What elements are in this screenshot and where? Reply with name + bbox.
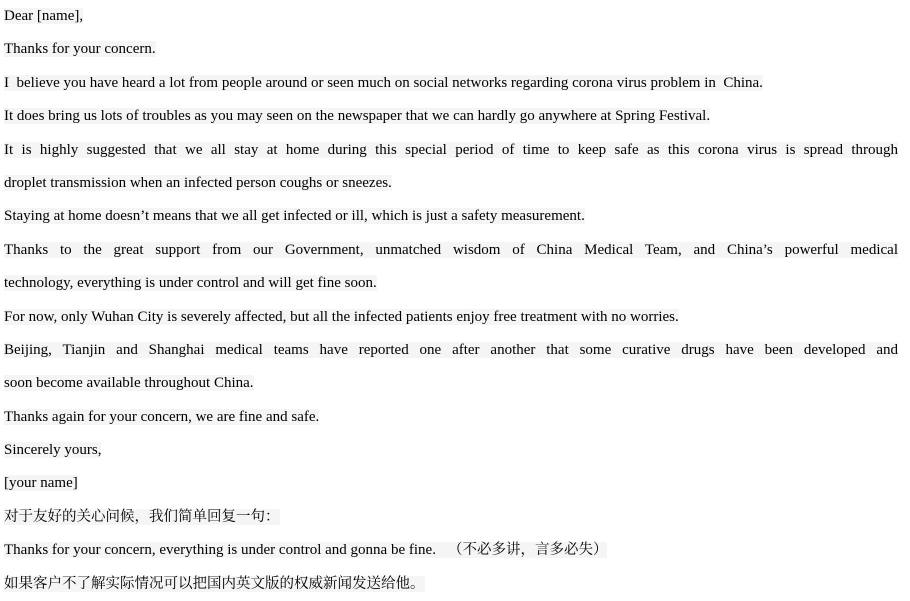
tip-line: [4, 568, 904, 601]
paragraph-4: [4, 200, 904, 233]
closing-line: [4, 434, 904, 467]
paragraph-7b-text: soon become available throughout China.: [4, 375, 254, 392]
signature-text: [your name]: [4, 475, 78, 492]
paragraph-3a-text: It is highly suggested that we all stay at home during this special period of time to keep safe as this corona virus is spread through: [4, 141, 898, 158]
paragraph-3-line-1: [4, 134, 898, 167]
document-body: [4, 0, 904, 601]
thanks-text: Thanks for your concern.: [4, 41, 156, 58]
short-reply-cn-text: （不必多讲，言多必失）: [447, 542, 608, 559]
paragraph-7-line-2: [4, 367, 904, 400]
paragraph-7-line-1: [4, 334, 898, 367]
paragraph-3-line-2: [4, 167, 904, 200]
short-reply-en-text: Thanks for your concern, everything is under control and gonna be fine.: [4, 542, 436, 559]
paragraph-8: [4, 401, 904, 434]
paragraph-2-text: It does bring us lots of troubles as you may seen on the newspaper that we can hardly go anywhere at Spring Festival.: [4, 108, 711, 125]
closing-text: Sincerely yours,: [4, 442, 102, 459]
thanks-line: [4, 33, 904, 66]
paragraph-5a-text: Thanks to the great support from our Government, unmatched wisdom of China Medical Team, and China’s powerful medical: [4, 241, 898, 258]
short-reply-intro-line: [4, 501, 904, 534]
greeting-text: Dear [name],: [4, 8, 84, 24]
paragraph-5-line-1: [4, 234, 898, 267]
paragraph-1-text: I believe you have heard a lot from people around or seen much on social networks regarding corona virus problem in China.: [4, 74, 763, 91]
paragraph-2: [4, 100, 904, 133]
paragraph-6-text: For now, only Wuhan City is severely affected, but all the infected patients enjoy free treatment with no worries.: [4, 308, 679, 325]
paragraph-6: [4, 301, 904, 334]
short-reply-intro-text: 对于友好的关心问候，我们简单回复一句：: [4, 508, 280, 525]
paragraph-8-text: Thanks again for your concern, we are fine and safe.: [4, 408, 320, 425]
signature-line: [4, 467, 904, 500]
tip-text: 如果客户不了解实际情况可以把国内英文版的权威新闻发送给他。: [4, 575, 425, 592]
greeting-line: [4, 0, 904, 33]
paragraph-4-text: Staying at home doesn’t means that we all get infected or ill, which is just a safety measurement.: [4, 208, 585, 225]
paragraph-5-line-2: [4, 267, 904, 300]
paragraph-3b-text: droplet transmission when an infected person coughs or sneezes.: [4, 174, 392, 191]
paragraph-5b-text: technology, everything is under control and will get fine soon.: [4, 275, 377, 292]
paragraph-1: [4, 67, 904, 100]
short-reply-line: [4, 534, 904, 567]
paragraph-7a-text: Beijing, Tianjin and Shanghai medical teams have reported one after another that some curative drugs have been developed and: [4, 341, 898, 358]
